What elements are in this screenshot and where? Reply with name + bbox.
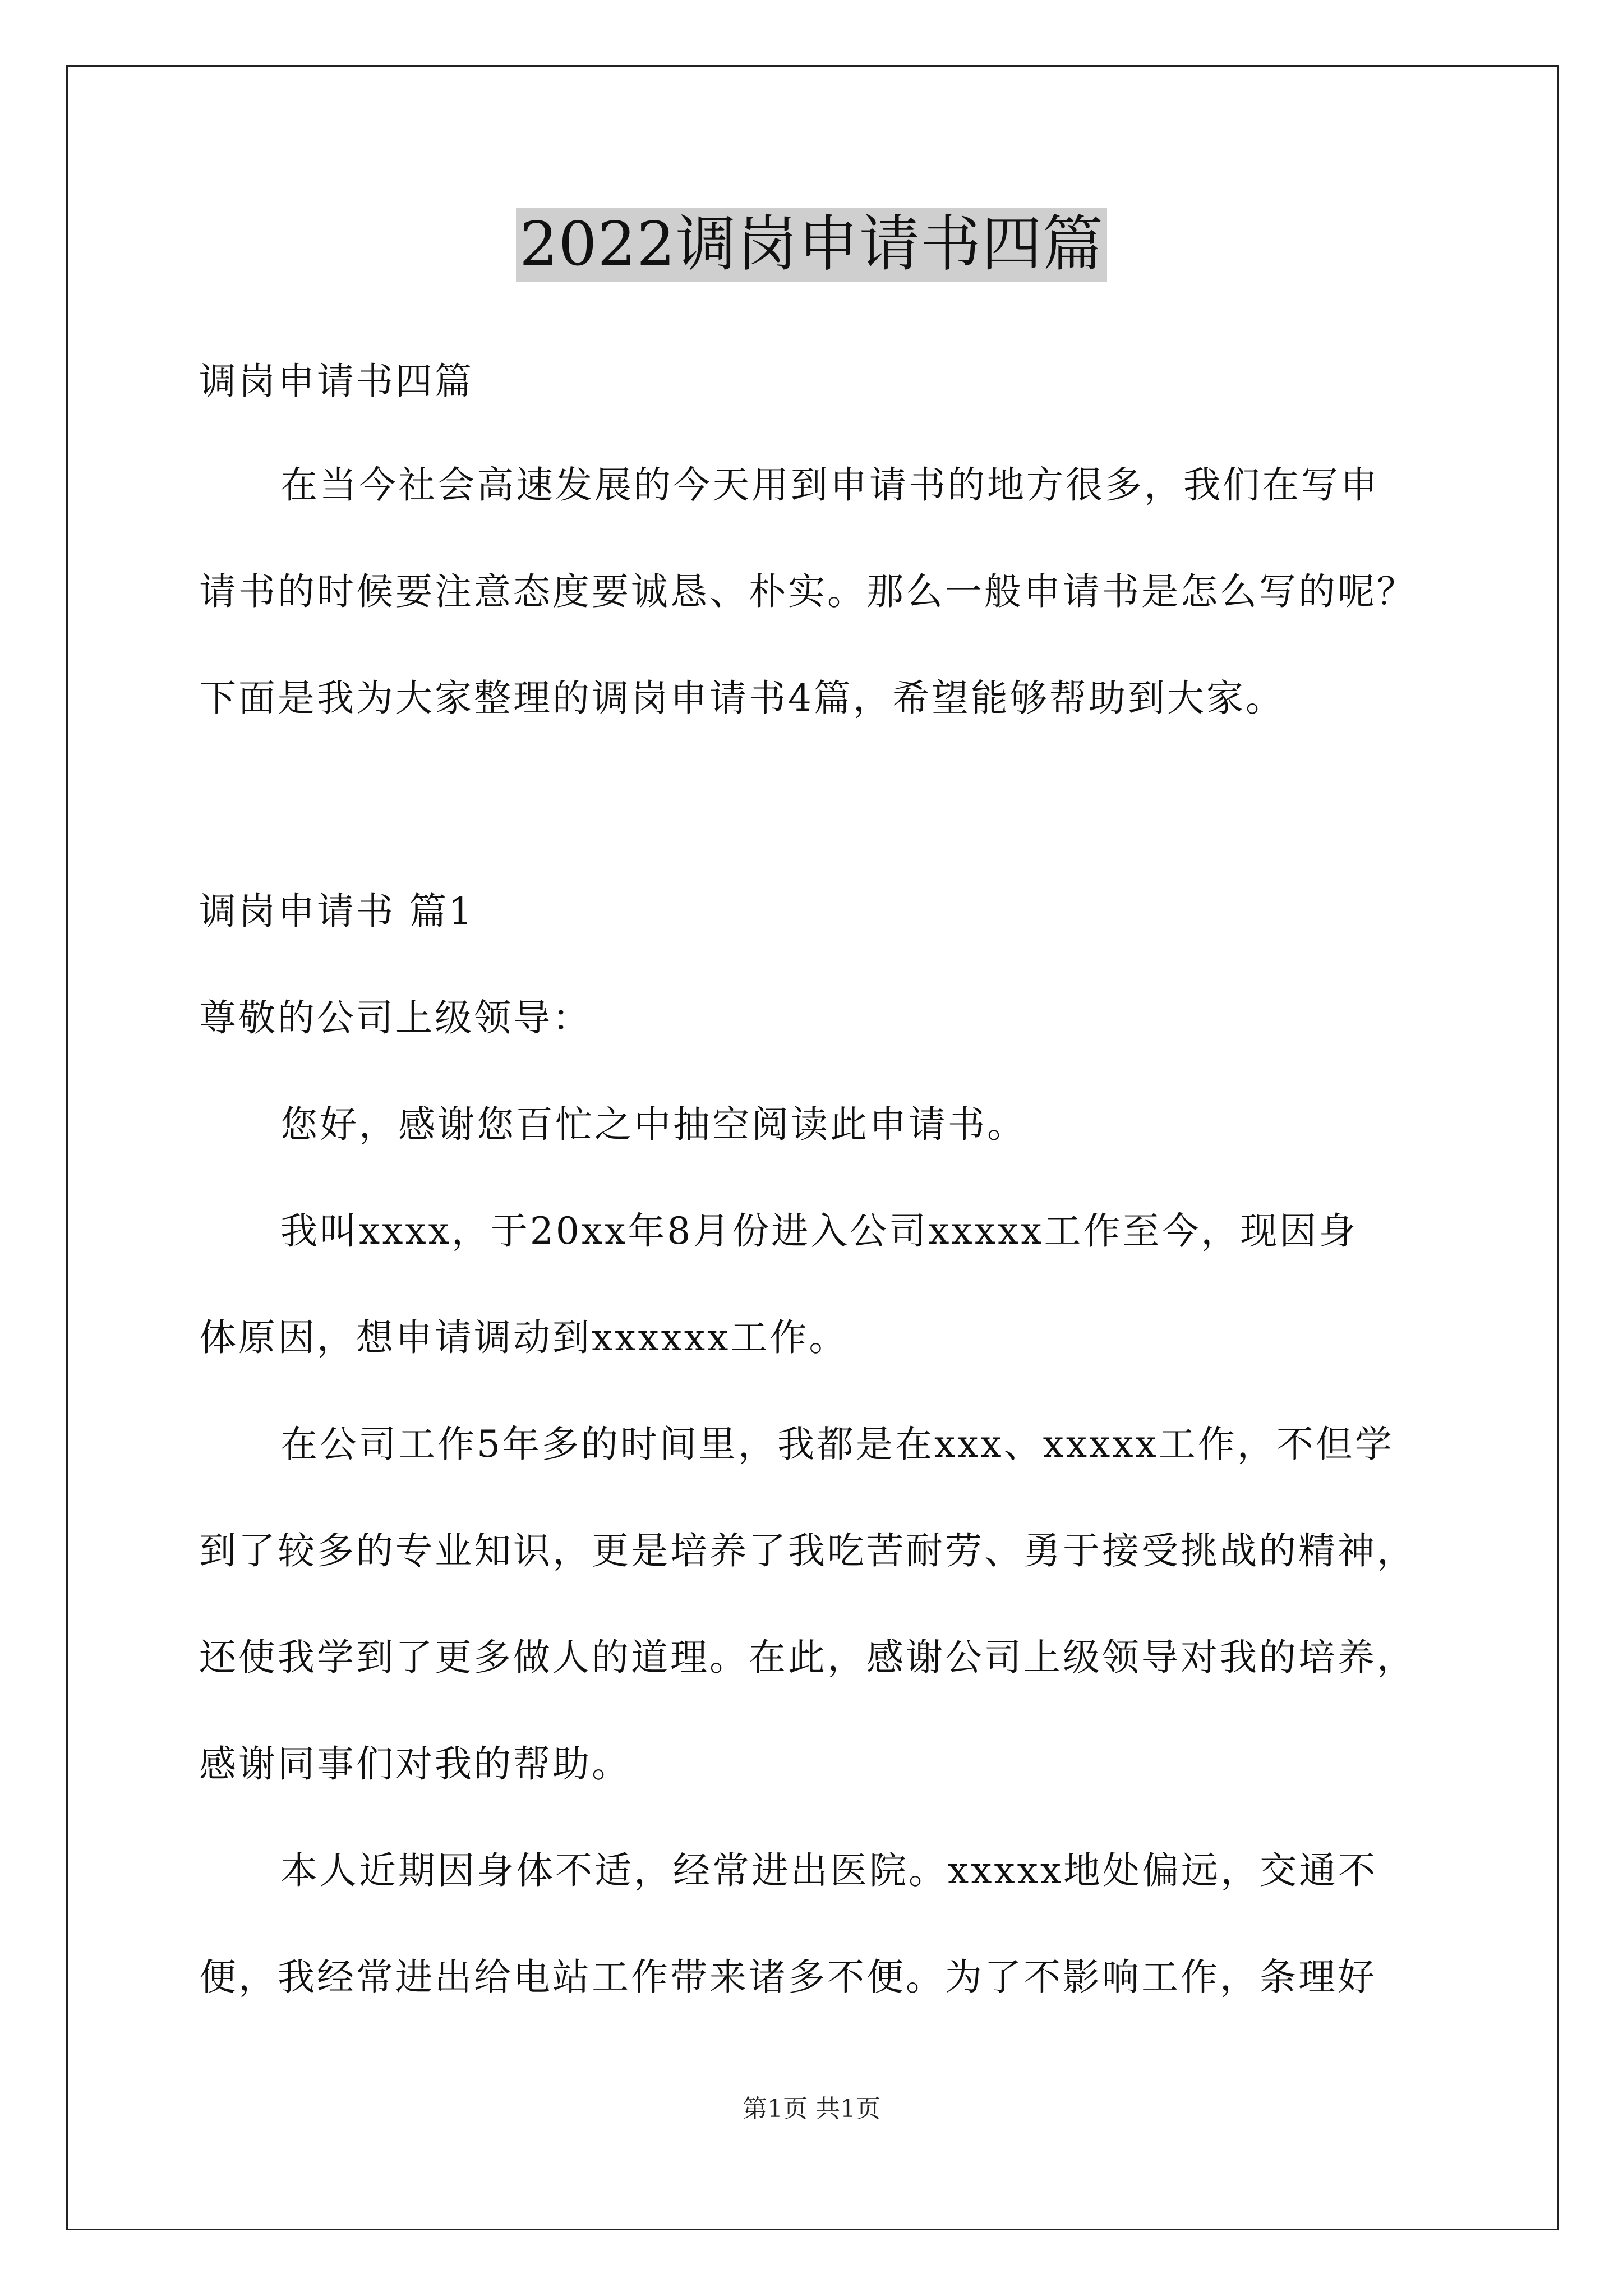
paragraph-line: 便，我经常进出给电站工作带来诸多不便。为了不影响工作，条理好 (199, 1955, 1377, 1999)
title-container (0, 208, 1623, 282)
paragraph-line: 感谢同事们对我的帮助。 (199, 1742, 631, 1786)
subtitle-line: 调岗申请书四篇 (199, 360, 474, 403)
paragraph-line: 请书的时候要注意态度要诚恳、朴实。那么一般申请书是怎么写的呢？ (199, 570, 1416, 613)
paragraph-line: 还使我学到了更多做人的道理。在此，感谢公司上级领导对我的培养， (199, 1636, 1416, 1679)
salutation-line: 尊敬的公司上级领导： (199, 996, 592, 1039)
page-footer: 第1页 共1页 (743, 2095, 880, 2123)
paragraph-line: 我叫xxxx，于20xx年8月份进入公司xxxxx工作至今，现因身 (280, 1209, 1358, 1253)
paragraph-line: 在公司工作5年多的时间里，我都是在xxx、xxxxx工作，不但学 (280, 1423, 1394, 1466)
paragraph-line: 到了较多的专业知识，更是培养了我吃苦耐劳、勇于接受挑战的精神， (199, 1529, 1416, 1572)
paragraph-line: 在当今社会高速发展的今天用到申请书的地方很多，我们在写申 (280, 463, 1380, 507)
document-title: 2022调岗申请书四篇 (516, 208, 1107, 282)
paragraph-line: 体原因，想申请调动到xxxxxx工作。 (199, 1316, 849, 1359)
paragraph-line: 您好，感谢您百忙之中抽空阅读此申请书。 (280, 1103, 1026, 1146)
paragraph-line: 本人近期因身体不适，经常进出医院。xxxxx地处偏远，交通不 (280, 1849, 1378, 1892)
paragraph-line: 下面是我为大家整理的调岗申请书4篇，希望能够帮助到大家。 (199, 677, 1285, 720)
section-heading: 调岗申请书 篇1 (199, 890, 474, 933)
